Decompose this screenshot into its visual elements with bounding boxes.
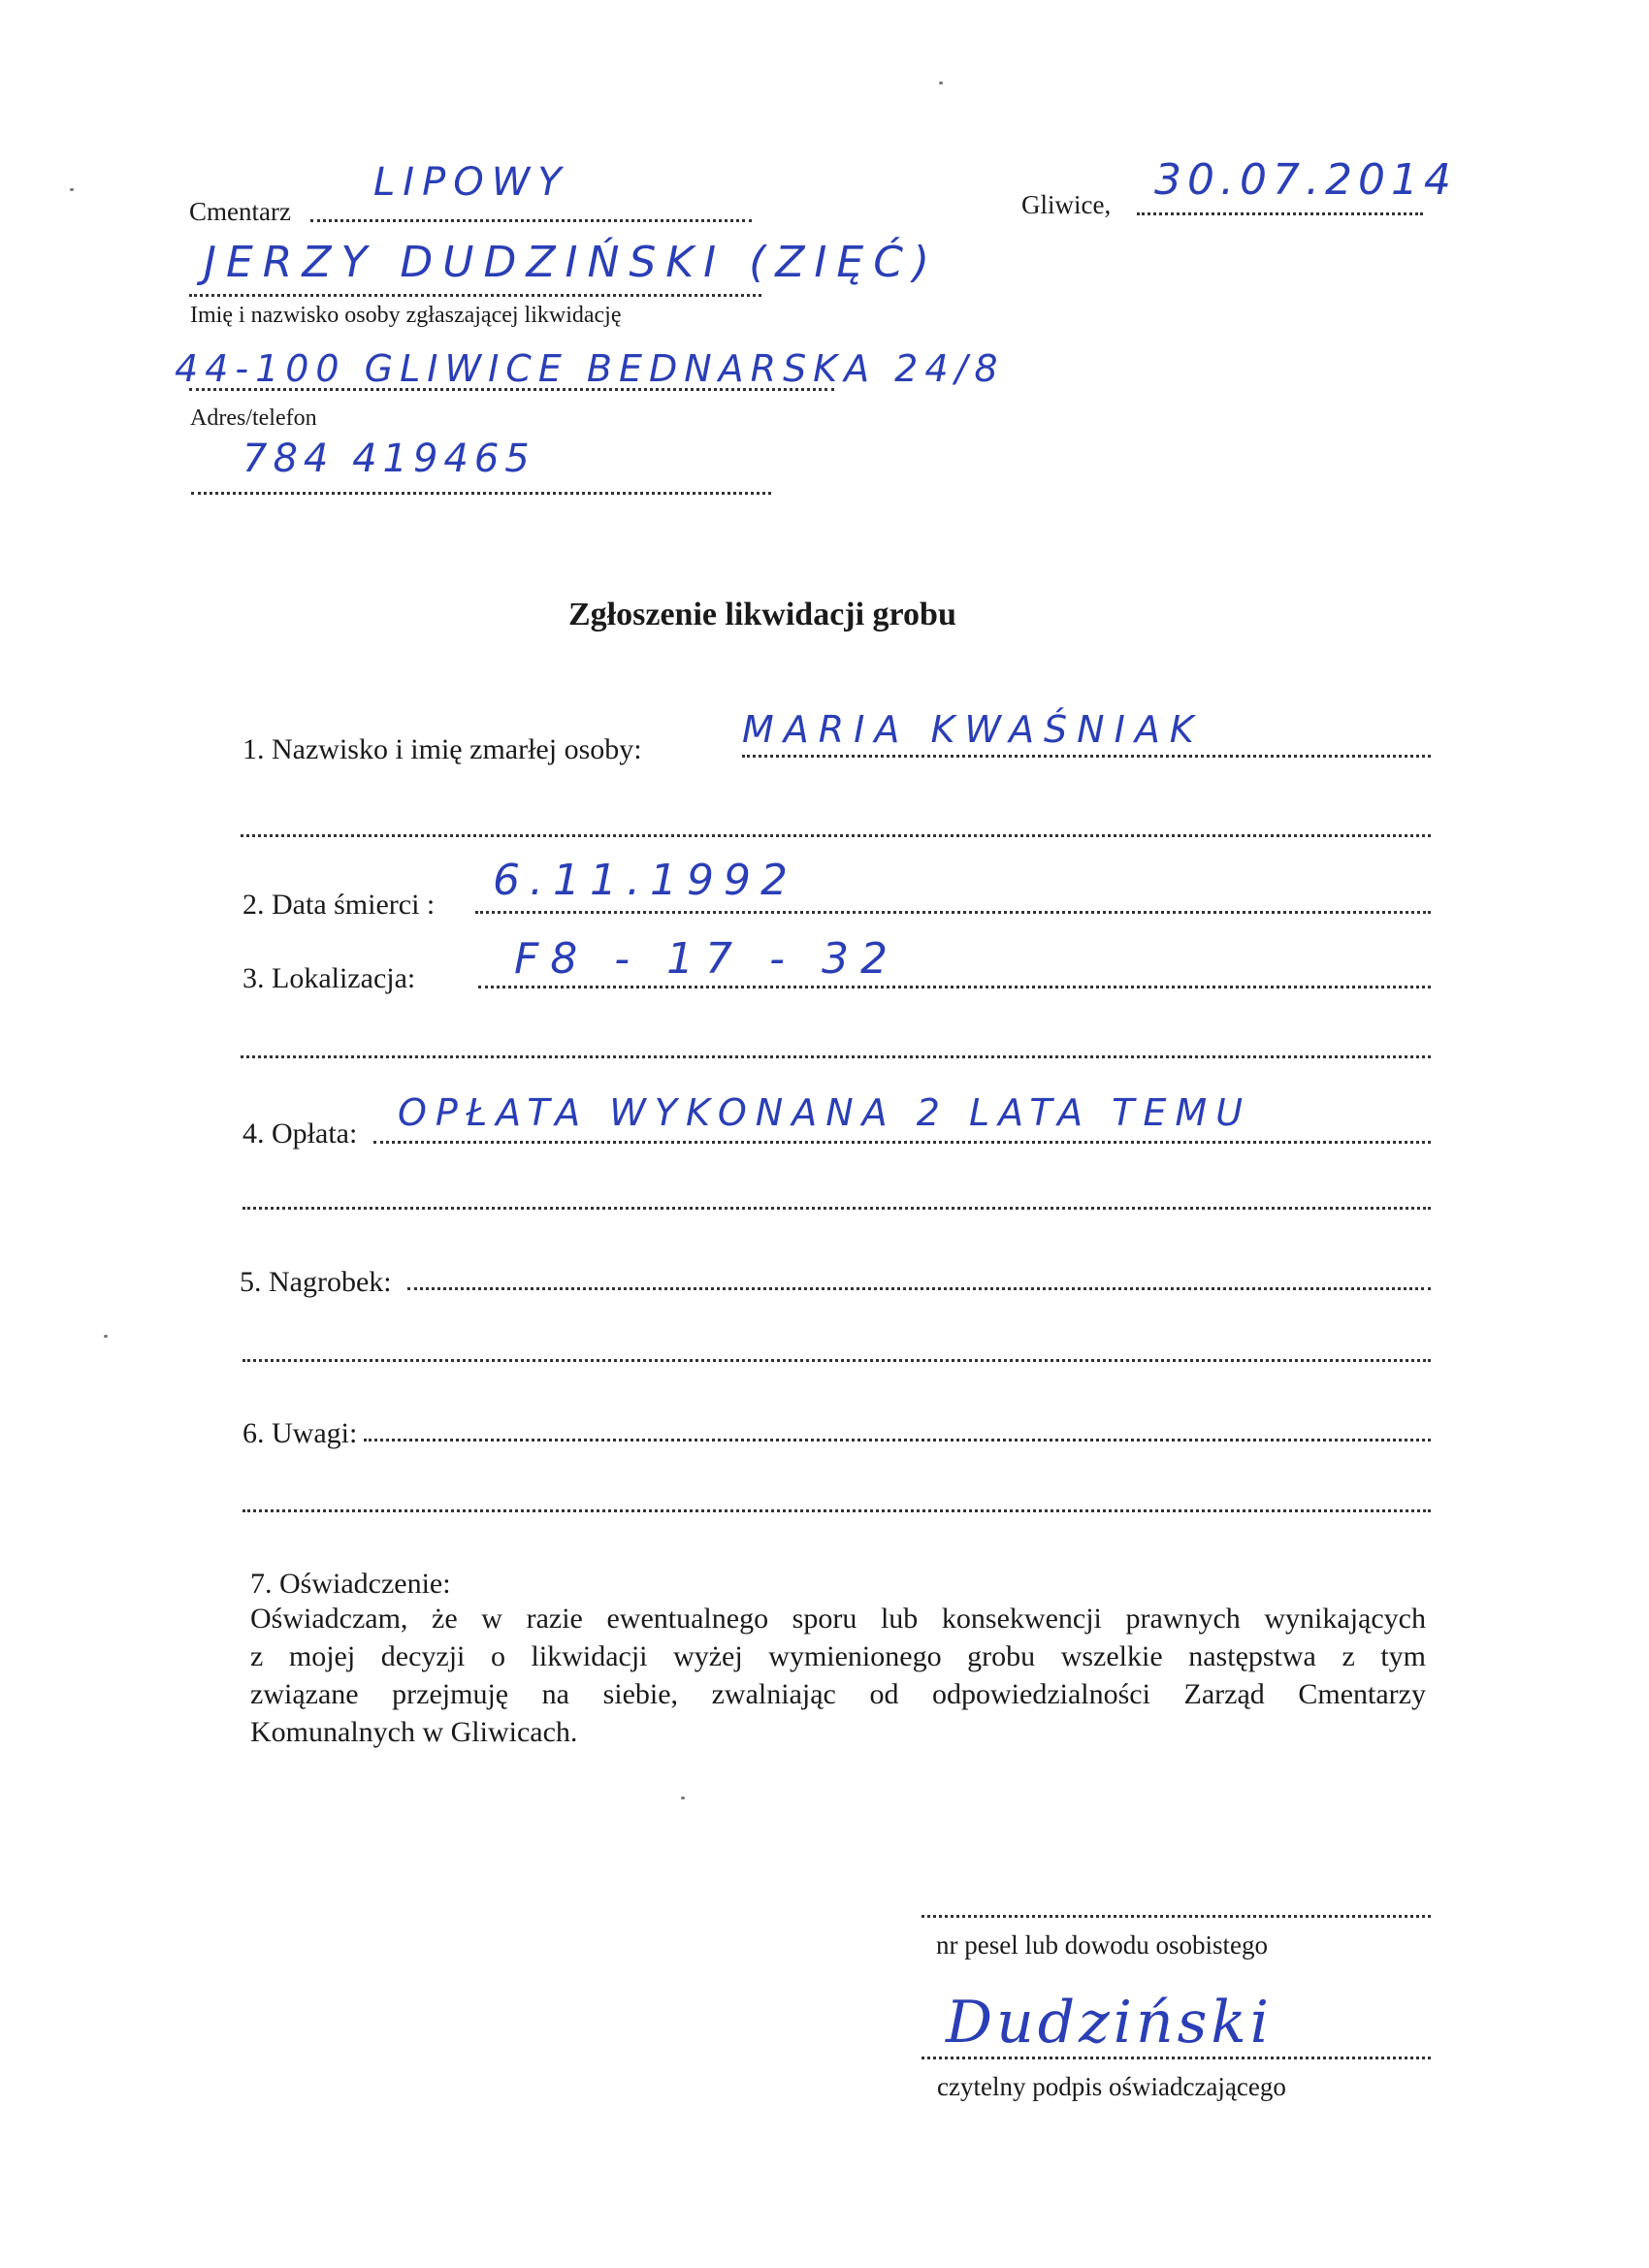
phone-dotted-line (191, 492, 771, 495)
scan-speck (939, 81, 943, 84)
deceased-name-dotted-line (742, 755, 1431, 758)
remarks-dotted-line (364, 1439, 1431, 1442)
cemetery-handwritten-value: LIPOWY (373, 160, 569, 205)
headstone-label: 5. Nagrobek: (240, 1266, 392, 1298)
cemetery-dotted-line (310, 219, 752, 222)
scan-speck (104, 1335, 108, 1338)
cemetery-label: Cmentarz (189, 197, 291, 226)
location-dotted-line-2 (241, 1055, 1431, 1058)
applicant-dotted-line (189, 294, 761, 297)
statement-line: związane przejmuję na siebie, zwalniając od odpowiedzialności Zarząd Cmentarzy (250, 1678, 1426, 1710)
location-handwritten-value: F8 - 17 - 32 (514, 934, 899, 984)
phone-handwritten-value: 784 419465 (242, 437, 535, 481)
scan-speck (70, 188, 74, 191)
date-handwritten-value: 30.07.2014 (1154, 155, 1457, 205)
pesel-label: nr pesel lub dowodu osobistego (936, 1930, 1268, 1960)
remarks-dotted-line-2 (242, 1509, 1431, 1512)
fee-dotted-line (373, 1141, 1431, 1144)
signature-dotted-line (922, 2057, 1431, 2059)
deceased-name-handwritten-value: MARIA KWAŚNIAK (742, 708, 1204, 751)
location-dotted-line (478, 986, 1431, 988)
pesel-dotted-line (922, 1915, 1431, 1918)
statement-line: Komunalnych w Gliwicach. (250, 1716, 578, 1748)
city-label: Gliwice, (1021, 190, 1112, 219)
location-label: 3. Lokalizacja: (242, 962, 416, 994)
headstone-dotted-line-2 (242, 1359, 1431, 1362)
statement-heading: 7. Oświadczenie: (250, 1568, 451, 1600)
page-title: Zgłoszenie likwidacji grobu (568, 597, 956, 632)
date-dotted-line (1137, 212, 1423, 215)
headstone-dotted-line (407, 1287, 1431, 1290)
applicant-label: Imię i nazwisko osoby zgłaszającej likwidację (190, 303, 622, 328)
remarks-label: 6. Uwagi: (242, 1417, 358, 1449)
death-date-handwritten-value: 6.11.1992 (493, 856, 797, 905)
death-date-dotted-line (475, 911, 1431, 914)
signature-label: czytelny podpis oświadczającego (937, 2072, 1286, 2101)
deceased-name-label: 1. Nazwisko i imię zmarłej osoby: (242, 733, 642, 765)
address-handwritten-value: 44-100 GLIWICE BEDNARSKA 24/8 (175, 347, 1005, 390)
statement-line: Oświadczam, że w razie ewentualnego sporu lub konsekwencji prawnych wynikających (250, 1603, 1426, 1635)
scan-speck (681, 1797, 685, 1799)
statement-line: z mojej decyzji o likwidacji wyżej wymienionego grobu wszelkie następstwa z tym (250, 1640, 1426, 1672)
statement-text (250, 1600, 1426, 1751)
fee-dotted-line-2 (242, 1207, 1431, 1210)
address-label: Adres/telefon (190, 405, 317, 431)
fee-label: 4. Opłata: (242, 1118, 358, 1150)
fee-handwritten-value: OPŁATA WYKONANA 2 LATA TEMU (398, 1091, 1252, 1134)
death-date-label: 2. Data śmierci : (242, 889, 436, 921)
deceased-name-dotted-line-2 (241, 834, 1431, 837)
applicant-handwritten-value: JERZY DUDZIŃSKI (ZIĘĆ) (204, 238, 940, 287)
signature-handwritten: Dudziński (946, 1989, 1273, 2057)
